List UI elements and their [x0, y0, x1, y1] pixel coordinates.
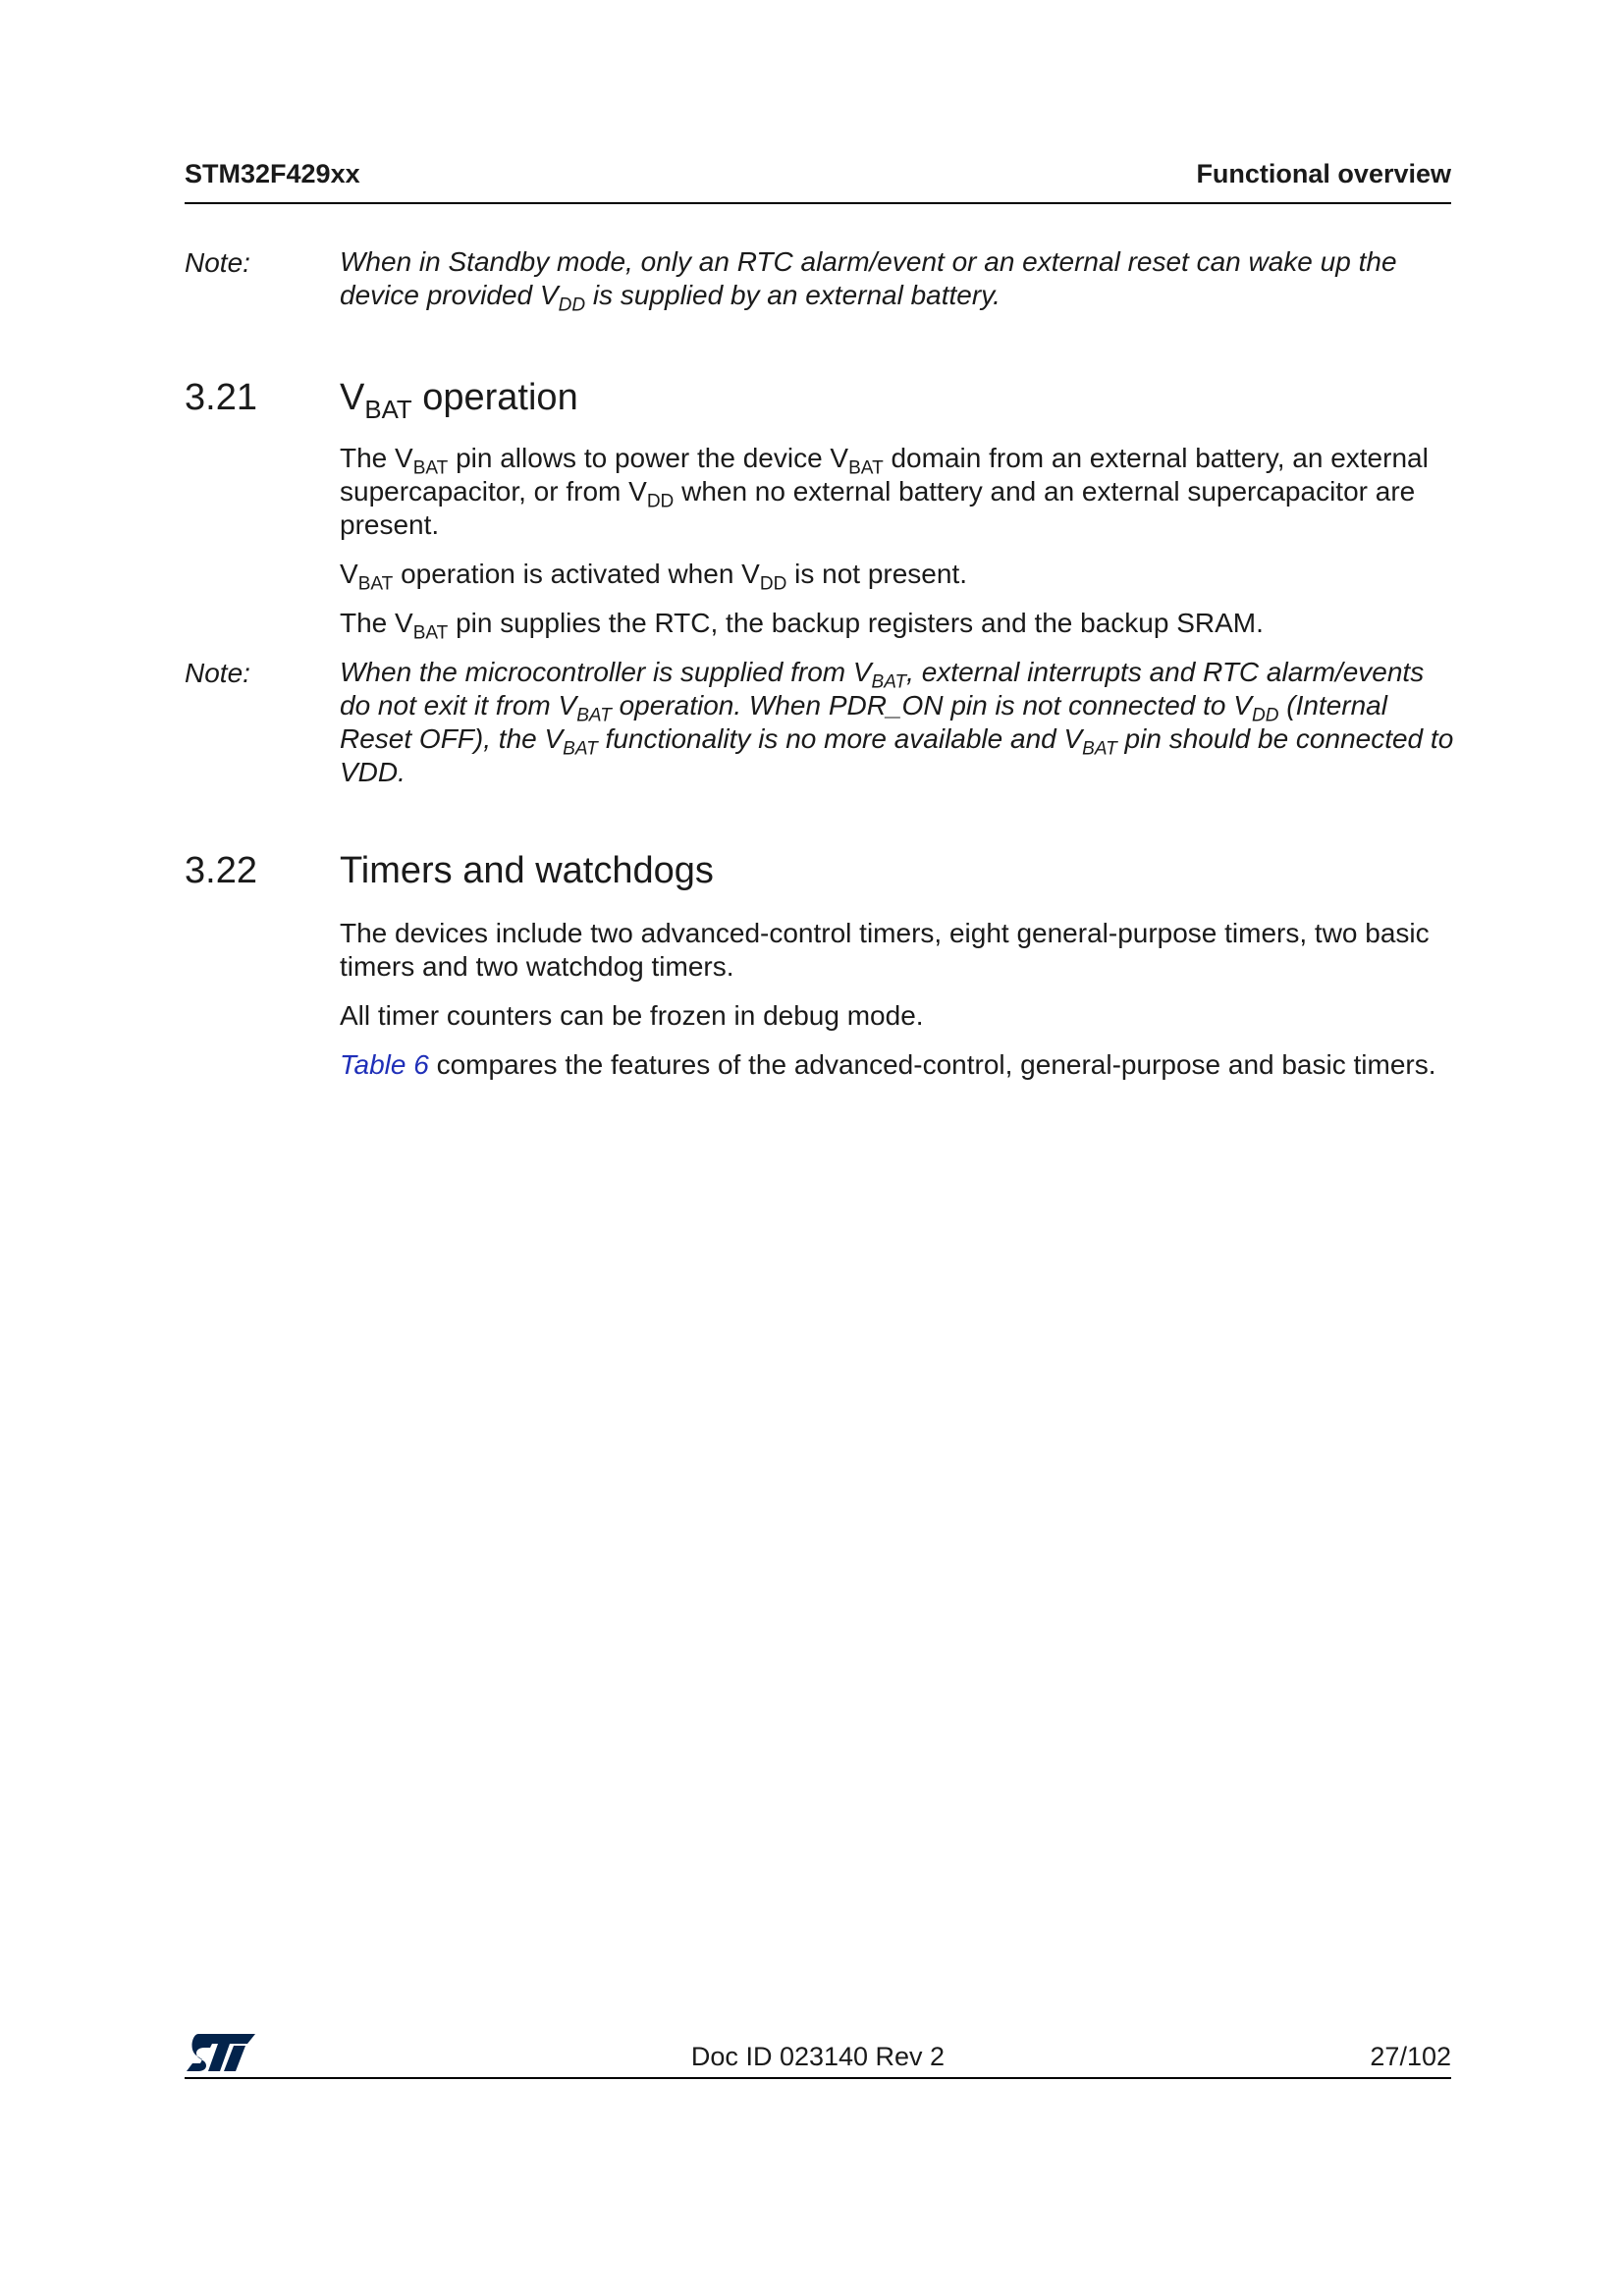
header-product: STM32F429xx	[185, 159, 360, 188]
page-header	[185, 157, 1451, 204]
paragraph-table-ref	[340, 1048, 1459, 1082]
title-text: operation	[411, 377, 578, 418]
subscript: DD	[558, 294, 586, 316]
note-vbat: When the microcontroller is supplied from $V_{BAT}$, external interrupts and RTC alarm/events do not exit it from $V_{BAT}$ operation. When PDR_ON pin is not connected to $V_{DD}$ (Internal Reset OFF), the $V_{BAT}$ functionality is no more available and $V_{BAT}$ pin should be connected to VDD.	[340, 657, 1454, 787]
header-chapter: Functional overview	[1196, 159, 1451, 188]
note-text: When in Standby mode, only an RTC alarm/event or an external reset can wake up the device provided V	[340, 246, 1397, 310]
paragraph-vbat-activation: $V_{BAT}$ operation is activated when $V_{DD}$ is not present.	[340, 559, 968, 595]
table-6-link[interactable]: Table 6	[340, 1049, 429, 1080]
section-title	[340, 377, 578, 425]
doc-id: Doc ID 023140 Rev 2	[690, 2042, 946, 2071]
note-label: Note:	[185, 247, 250, 278]
page-number: 27/102	[1370, 2042, 1451, 2071]
section-number: 3.22	[185, 850, 257, 891]
note-text: is supplied by an external battery.	[585, 280, 1001, 310]
paragraph-text: compares the features of the advanced-control, general-purpose and basic timers.	[428, 1049, 1436, 1080]
subscript: BAT	[364, 397, 412, 425]
page-footer	[185, 2032, 1451, 2079]
title-text: V	[340, 377, 365, 418]
paragraph-debug: All timer counters can be frozen in debug mode.	[340, 1000, 924, 1031]
note-standby	[340, 245, 1459, 316]
section-title: Timers and watchdogs	[340, 850, 714, 891]
note-label: Note:	[185, 658, 250, 688]
paragraph-vbat-pin: The $V_{BAT}$ pin allows to power the device $V_{BAT}$ domain from an external battery, an external supercapacitor, or from $V_{DD}$ when no external battery and an external supercapacitor are present.	[340, 443, 1429, 540]
section-number: 3.21	[185, 377, 257, 418]
paragraph-timers: The devices include two advanced-control timers, eight general-purpose timers, two basic timers and two watchdog timers.	[340, 918, 1430, 982]
paragraph-vbat-supplies: The $V_{BAT}$ pin supplies the RTC, the backup registers and the backup SRAM.	[340, 608, 1264, 644]
